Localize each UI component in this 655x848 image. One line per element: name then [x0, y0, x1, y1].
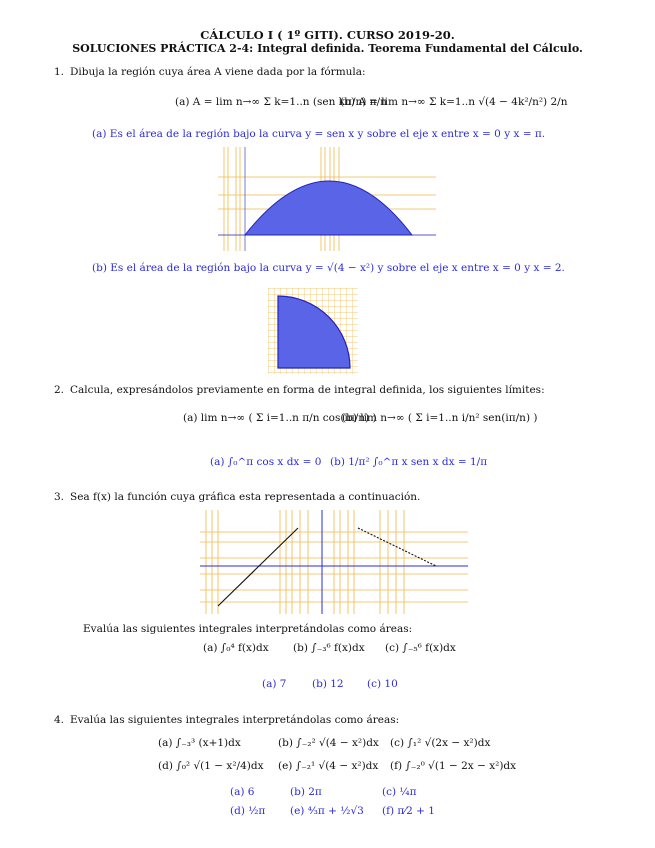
q3-item-b: (b) ∫₋₃⁶ f(x)dx [293, 642, 365, 654]
q4-answer-b: (b) 2π [290, 786, 322, 798]
q3-item-a: (a) ∫₀⁴ f(x)dx [203, 642, 269, 654]
q1-answer-b: (b) Es el área de la región bajo la curva y = √(4 − x²) y sobre el eje x entre x = 0 y x = 2. [92, 262, 565, 274]
q4-answer-c: (c) ¼π [382, 786, 417, 798]
q4-item-b: (b) ∫₋₂² √(4 − x²)dx [278, 737, 379, 749]
sine-area-graph [218, 147, 436, 251]
q3-statement: 3. Sea f(x) la función cuya gráfica esta representada a continuación. [54, 491, 421, 503]
q4-answer-a: (a) 6 [230, 786, 255, 798]
q4-answer-e: (e) ⁴⁄₃π + ½√3 [290, 805, 364, 817]
q2-answer-a: (a) ∫₀^π cos x dx = 0 [210, 456, 322, 468]
q2-formula-b: (b) lim n→∞ ( Σ i=1..n i/n² sen(iπ/n) ) [342, 412, 538, 424]
q3-item-c: (c) ∫₋₅⁶ f(x)dx [385, 642, 456, 654]
q2-formula-a: (a) lim n→∞ ( Σ i=1..n π/n cos(iπ/n) ) [183, 412, 377, 424]
q4-answer-d: (d) ½π [230, 805, 266, 817]
q4-item-a: (a) ∫₋₃³ (x+1)dx [158, 737, 241, 749]
q3-answer-a: (a) 7 [262, 678, 287, 690]
q4-answer-f: (f) π⁄2 + 1 [382, 805, 435, 817]
page-title: CÁLCULO I ( 1º GITI). CURSO 2019-20. [200, 28, 455, 42]
q4-item-d: (d) ∫₀² √(1 − x²/4)dx [158, 760, 264, 772]
function-segment-right [358, 528, 436, 566]
q2-answer-b: (b) 1/π² ∫₀^π x sen x dx = 1/π [330, 456, 488, 468]
quarter-circle-graph [268, 288, 358, 374]
q3-eval-instruction: Evalúa las siguientes integrales interpretándolas como áreas: [83, 623, 413, 635]
q1-answer-a: (a) Es el área de la región bajo la curva y = sen x y sobre el eje x entre x = 0 y x = π. [92, 128, 546, 140]
q4-item-e: (e) ∫₋₂¹ √(4 − x²)dx [278, 760, 379, 772]
q2-statement: 2. Calcula, expresándolos previamente en forma de integral definida, los siguientes límites: [54, 384, 545, 396]
q1-formula-b: (b) A = lim n→∞ Σ k=1..n √(4 − 4k²/n²) 2/n [340, 96, 568, 108]
q3-answer-c: (c) 10 [367, 678, 398, 690]
sine-region [245, 181, 412, 235]
function-graph [200, 510, 468, 614]
q4-statement: 4. Evalúa las siguientes integrales interpretándolas como áreas: [54, 714, 400, 726]
q1-statement: 1. Dibuja la región cuya área A viene dada por la fórmula: [54, 66, 366, 78]
q4-item-f: (f) ∫₋₂⁰ √(1 − 2x − x²)dx [390, 760, 517, 772]
q3-answer-b: (b) 12 [312, 678, 344, 690]
q4-item-c: (c) ∫₁² √(2x − x²)dx [390, 737, 491, 749]
q1-formula-a: (a) A = lim n→∞ Σ k=1..n (sen kπ/n) π/n [175, 96, 387, 108]
page-subtitle: SOLUCIONES PRÁCTICA 2-4: Integral definida. Teorema Fundamental del Cálculo. [72, 42, 583, 55]
